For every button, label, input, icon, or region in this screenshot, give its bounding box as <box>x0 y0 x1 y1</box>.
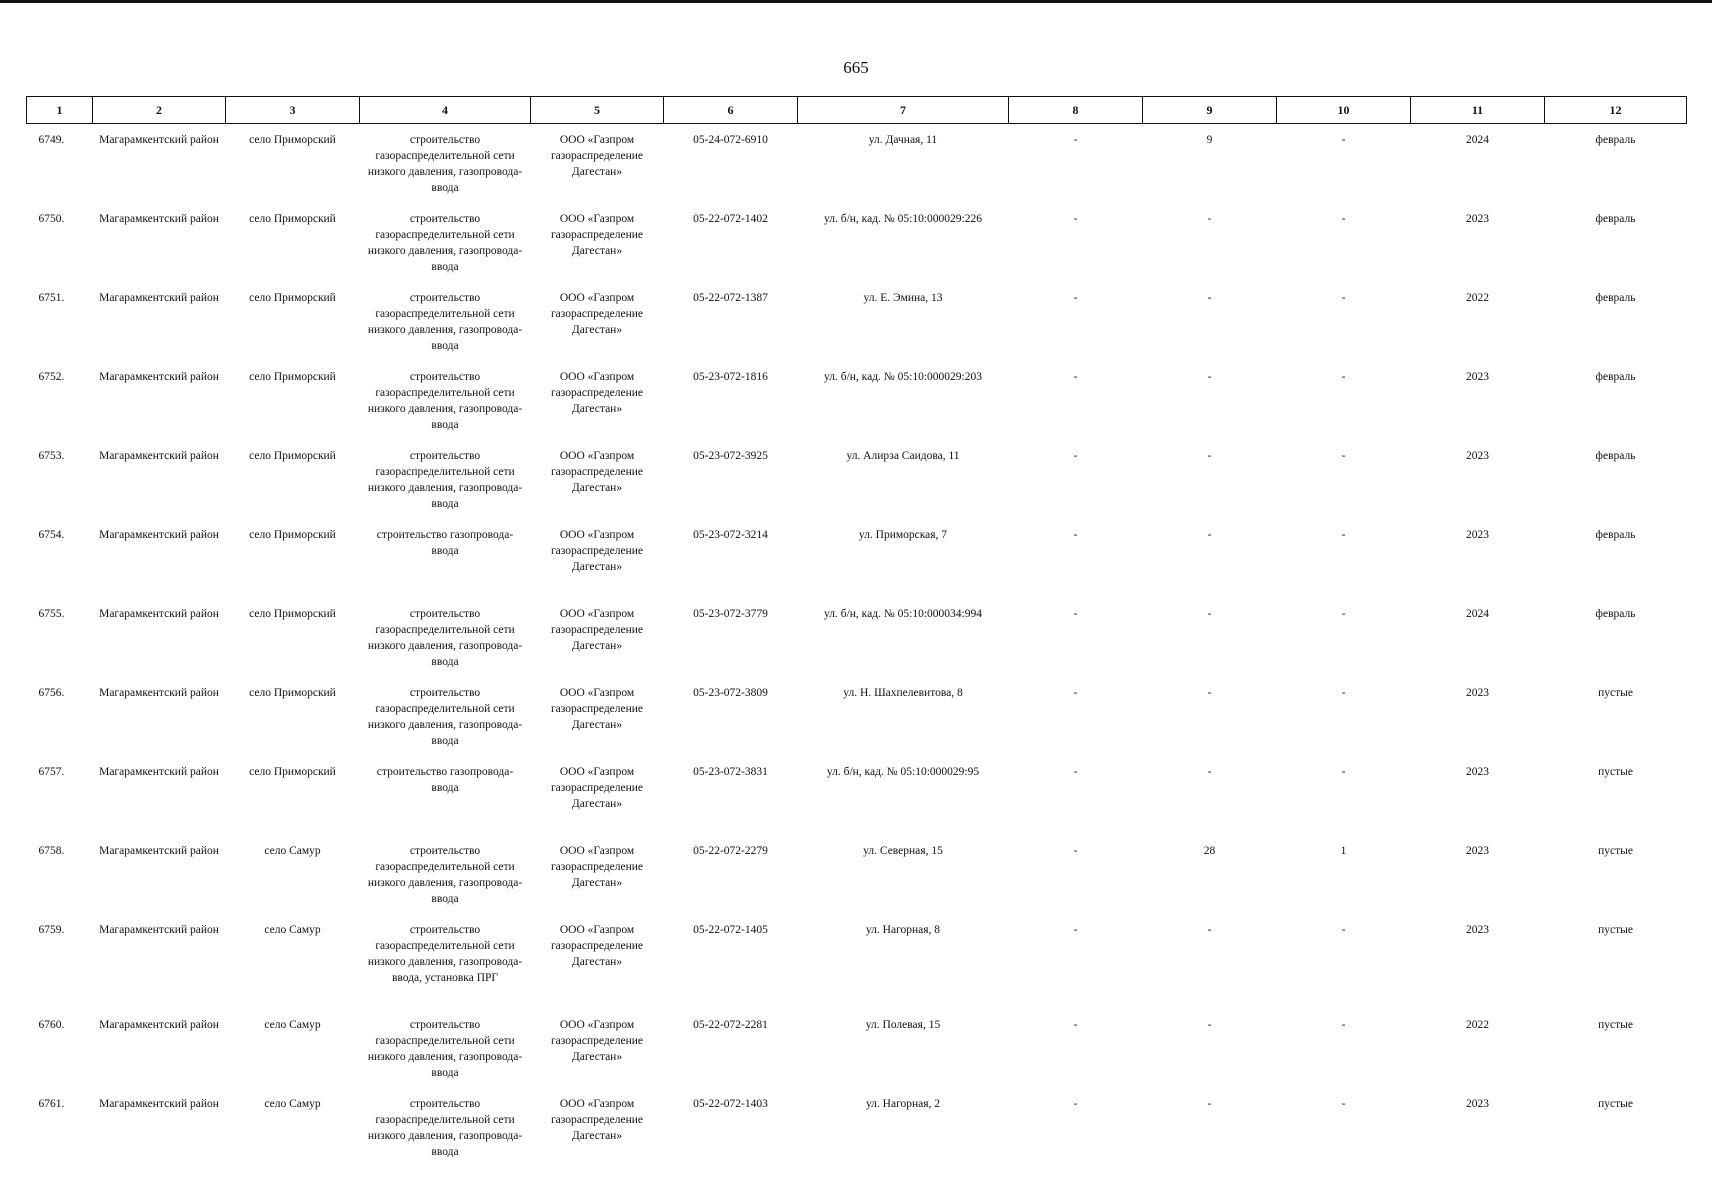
row-number: 6757. <box>38 765 65 778</box>
organization-cell: ООО «Газпром газораспределение Дагестан» <box>550 1097 644 1142</box>
col10-cell: - <box>1341 449 1346 462</box>
work-description-cell: строительство газораспределительной сети низкого давления, газопровода-ввода <box>367 449 523 510</box>
settlement-cell: село Приморский <box>249 134 336 146</box>
district-cell: Магарамкентский район <box>99 370 219 383</box>
top-border-line <box>0 0 1712 3</box>
address-cell: ул. Е. Эмина, 13 <box>863 291 943 304</box>
row-number: 6756. <box>38 686 65 699</box>
settlement-cell: село Приморский <box>249 291 336 304</box>
column-header-10: 10 <box>1277 97 1411 124</box>
col10-cell: - <box>1341 291 1346 304</box>
month-cell: пустые <box>1598 923 1633 936</box>
table-row <box>27 440 1687 519</box>
col8-cell: - <box>1073 291 1078 304</box>
col9-cell: - <box>1207 1097 1212 1110</box>
work-description-cell: строительство газораспределительной сети низкого давления, газопровода-ввода <box>367 686 523 747</box>
table-row <box>27 124 1687 203</box>
col9-cell: - <box>1207 212 1212 225</box>
col8-cell: - <box>1073 212 1078 225</box>
address-cell: ул. б/н, кад. № 05:10:000029:95 <box>826 765 980 778</box>
work-description-cell: строительство газораспределительной сети низкого давления, газопровода-ввода <box>367 607 523 668</box>
col10-cell: - <box>1341 1097 1346 1110</box>
month-cell: февраль <box>1595 370 1636 383</box>
col9-cell: 28 <box>1203 844 1216 857</box>
month-cell: февраль <box>1595 607 1636 620</box>
table-row <box>27 361 1687 440</box>
registration-number-cell: 05-22-072-2281 <box>693 1018 768 1031</box>
row-number: 6752. <box>38 370 65 383</box>
registration-number-cell: 05-22-072-1402 <box>693 212 768 225</box>
district-cell: Магарамкентский район <box>99 923 219 936</box>
organization-cell: ООО «Газпром газораспределение Дагестан» <box>550 765 644 810</box>
col10-cell: - <box>1341 686 1346 699</box>
work-description-cell: строительство газораспределительной сети низкого давления, газопровода-ввода <box>367 212 523 273</box>
district-cell: Магарамкентский район <box>99 528 219 541</box>
year-cell: 2023 <box>1466 844 1489 857</box>
year-cell: 2023 <box>1466 528 1489 541</box>
col10-cell: - <box>1341 923 1346 936</box>
row-number: 6754. <box>38 528 65 541</box>
col8-cell: - <box>1073 923 1078 936</box>
row-number: 6759. <box>38 923 65 936</box>
table-row <box>27 835 1687 914</box>
col10-cell: - <box>1341 528 1346 541</box>
col9-cell: 9 <box>1206 134 1213 146</box>
col8-cell: - <box>1073 370 1078 383</box>
year-cell: 2023 <box>1466 686 1489 699</box>
year-cell: 2023 <box>1466 212 1489 225</box>
row-number: 6751. <box>38 291 65 304</box>
col10-cell: - <box>1341 765 1346 778</box>
work-description-cell: строительство газораспределительной сети низкого давления, газопровода-ввода <box>367 370 523 431</box>
col8-cell: - <box>1073 134 1078 146</box>
work-description-cell: строительство газопровода-ввода <box>376 765 514 794</box>
address-cell: ул. Н. Шахпелевитова, 8 <box>843 686 963 699</box>
registration-number-cell: 05-22-072-2279 <box>693 844 768 857</box>
col8-cell: - <box>1073 607 1078 620</box>
year-cell: 2023 <box>1466 1097 1489 1110</box>
settlement-cell: село Приморский <box>249 607 336 620</box>
district-cell: Магарамкентский район <box>99 686 219 699</box>
column-header-4: 4 <box>360 97 531 124</box>
settlement-cell: село Приморский <box>249 212 336 225</box>
organization-cell: ООО «Газпром газораспределение Дагестан» <box>550 844 644 889</box>
district-cell: Магарамкентский район <box>99 765 219 778</box>
col9-cell: - <box>1207 686 1212 699</box>
table-row <box>27 914 1687 1009</box>
address-cell: ул. Приморская, 7 <box>858 528 948 541</box>
address-cell: ул. Полевая, 15 <box>865 1018 941 1031</box>
column-header-11: 11 <box>1411 97 1545 124</box>
col10-cell: 1 <box>1340 844 1347 857</box>
work-description-cell: строительство газораспределительной сети низкого давления, газопровода-ввода <box>367 134 523 194</box>
organization-cell: ООО «Газпром газораспределение Дагестан» <box>550 686 644 731</box>
organization-cell: ООО «Газпром газораспределение Дагестан» <box>550 212 644 257</box>
col8-cell: - <box>1073 686 1078 699</box>
col10-cell: - <box>1341 370 1346 383</box>
col8-cell: - <box>1073 528 1078 541</box>
row-number: 6753. <box>38 449 65 462</box>
registration-number-cell: 05-22-072-1405 <box>693 923 768 936</box>
data-table <box>26 96 1687 1167</box>
district-cell: Магарамкентский район <box>99 291 219 304</box>
col8-cell: - <box>1073 1097 1078 1110</box>
work-description-cell: строительство газораспределительной сети низкого давления, газопровода-ввода <box>367 1097 523 1158</box>
col8-cell: - <box>1073 844 1078 857</box>
registration-number-cell: 05-23-072-3779 <box>693 607 768 620</box>
settlement-cell: село Приморский <box>249 449 336 462</box>
column-header-7: 7 <box>798 97 1009 124</box>
district-cell: Магарамкентский район <box>99 212 219 225</box>
col8-cell: - <box>1073 765 1078 778</box>
col8-cell: - <box>1073 1018 1078 1031</box>
address-cell: ул. б/н, кад. № 05:10:000029:226 <box>824 212 982 225</box>
work-description-cell: строительство газораспределительной сети низкого давления, газопровода-ввода <box>367 844 523 905</box>
organization-cell: ООО «Газпром газораспределение Дагестан» <box>550 923 644 968</box>
organization-cell: ООО «Газпром газораспределение Дагестан» <box>550 449 644 494</box>
col9-cell: - <box>1207 1018 1212 1031</box>
row-number: 6760. <box>38 1018 65 1031</box>
month-cell: пустые <box>1598 844 1633 857</box>
table-row <box>27 677 1687 756</box>
column-header-5: 5 <box>531 97 664 124</box>
address-cell: ул. Алирза Саидова, 11 <box>846 449 960 462</box>
row-number: 6750. <box>38 212 65 225</box>
year-cell: 2022 <box>1466 1018 1489 1031</box>
settlement-cell: село Самур <box>264 1097 321 1110</box>
row-number: 6755. <box>38 607 65 620</box>
page-number: 665 <box>843 58 869 77</box>
col9-cell: - <box>1207 449 1212 462</box>
row-number: 6761. <box>38 1097 65 1110</box>
col9-cell: - <box>1207 528 1212 541</box>
column-header-6: 6 <box>664 97 798 124</box>
district-cell: Магарамкентский район <box>99 844 219 857</box>
col10-cell: - <box>1341 607 1346 620</box>
year-cell: 2024 <box>1466 134 1489 146</box>
month-cell: пустые <box>1598 686 1633 699</box>
settlement-cell: село Приморский <box>249 686 336 699</box>
registration-number-cell: 05-22-072-1403 <box>693 1097 768 1110</box>
district-cell: Магарамкентский район <box>99 1018 219 1031</box>
organization-cell: ООО «Газпром газораспределение Дагестан» <box>550 370 644 415</box>
address-cell: ул. Северная, 15 <box>863 844 943 857</box>
month-cell: пустые <box>1598 765 1633 778</box>
settlement-cell: село Приморский <box>249 528 336 541</box>
table-row <box>27 756 1687 835</box>
address-cell: ул. Дачная, 11 <box>868 134 938 146</box>
registration-number-cell: 05-23-072-1816 <box>693 370 768 383</box>
registration-number-cell: 05-24-072-6910 <box>693 134 768 146</box>
month-cell: февраль <box>1595 528 1636 541</box>
address-cell: ул. Нагорная, 2 <box>865 1097 941 1110</box>
column-header-12: 12 <box>1545 97 1687 124</box>
table-row <box>27 282 1687 361</box>
table-row <box>27 519 1687 598</box>
col9-cell: - <box>1207 607 1212 620</box>
registration-number-cell: 05-22-072-1387 <box>693 291 768 304</box>
settlement-cell: село Приморский <box>249 370 336 383</box>
col10-cell: - <box>1341 1018 1346 1031</box>
registration-number-cell: 05-23-072-3809 <box>693 686 768 699</box>
table-body <box>27 124 1687 1167</box>
table-row <box>27 203 1687 282</box>
header-row <box>27 97 1687 124</box>
month-cell: февраль <box>1595 212 1636 225</box>
organization-cell: ООО «Газпром газораспределение Дагестан» <box>550 528 644 573</box>
year-cell: 2023 <box>1466 765 1489 778</box>
col10-cell: - <box>1341 212 1346 225</box>
organization-cell: ООО «Газпром газораспределение Дагестан» <box>550 134 644 178</box>
row-number: 6758. <box>38 844 65 857</box>
registration-number-cell: 05-23-072-3214 <box>693 528 768 541</box>
address-cell: ул. б/н, кад. № 05:10:000029:203 <box>824 370 982 383</box>
settlement-cell: село Самур <box>264 1018 321 1031</box>
col8-cell: - <box>1073 449 1078 462</box>
work-description-cell: строительство газораспределительной сети низкого давления, газопровода-ввода <box>367 291 523 352</box>
month-cell: февраль <box>1595 291 1636 304</box>
table-row <box>27 1088 1687 1167</box>
settlement-cell: село Приморский <box>249 765 336 778</box>
table-row <box>27 598 1687 677</box>
organization-cell: ООО «Газпром газораспределение Дагестан» <box>550 1018 644 1063</box>
column-header-3: 3 <box>226 97 360 124</box>
col9-cell: - <box>1207 923 1212 936</box>
month-cell: пустые <box>1598 1097 1633 1110</box>
organization-cell: ООО «Газпром газораспределение Дагестан» <box>550 607 644 652</box>
year-cell: 2023 <box>1466 923 1489 936</box>
address-cell: ул. Нагорная, 8 <box>865 923 941 936</box>
col9-cell: - <box>1207 291 1212 304</box>
address-cell: ул. б/н, кад. № 05:10:000034:994 <box>824 607 982 620</box>
col9-cell: - <box>1207 370 1212 383</box>
month-cell: пустые <box>1598 1018 1633 1031</box>
row-number: 6749. <box>38 134 65 146</box>
organization-cell: ООО «Газпром газораспределение Дагестан» <box>550 291 644 336</box>
work-description-cell: строительство газопровода-ввода <box>376 528 514 557</box>
district-cell: Магарамкентский район <box>99 1097 219 1110</box>
table-row <box>27 1009 1687 1088</box>
district-cell: Магарамкентский район <box>99 607 219 620</box>
year-cell: 2022 <box>1466 291 1489 304</box>
registration-number-cell: 05-23-072-3831 <box>693 765 768 778</box>
month-cell: февраль <box>1595 134 1636 146</box>
column-header-9: 9 <box>1143 97 1277 124</box>
month-cell: февраль <box>1595 449 1636 462</box>
column-header-8: 8 <box>1009 97 1143 124</box>
col9-cell: - <box>1207 765 1212 778</box>
work-description-cell: строительство газораспределительной сети низкого давления, газопровода-ввода <box>367 1018 523 1079</box>
work-description-cell: строительство газораспределительной сети низкого давления, газопровода-ввода, установка ПРГ <box>367 923 523 984</box>
district-cell: Магарамкентский район <box>99 449 219 462</box>
district-cell: Магарамкентский район <box>99 134 219 146</box>
settlement-cell: село Самур <box>264 923 321 936</box>
year-cell: 2024 <box>1466 607 1489 620</box>
year-cell: 2023 <box>1466 449 1489 462</box>
column-header-1: 1 <box>27 97 93 124</box>
settlement-cell: село Самур <box>264 844 321 857</box>
registration-number-cell: 05-23-072-3925 <box>693 449 768 462</box>
col10-cell: - <box>1341 134 1346 146</box>
column-header-2: 2 <box>93 97 226 124</box>
year-cell: 2023 <box>1466 370 1489 383</box>
